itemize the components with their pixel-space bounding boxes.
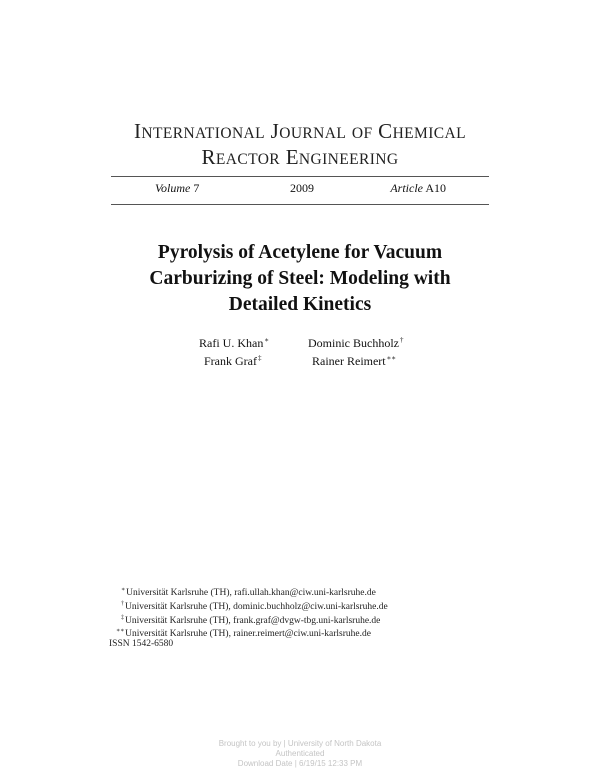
journal-word: ENGINEERING <box>285 145 399 169</box>
affiliation-footnote: ‡Universität Karlsruhe (TH), frank.graf@dvgw-tbg.uni-karlsruhe.de <box>121 615 381 626</box>
journal-word: CHEMICAL <box>378 119 466 143</box>
download-watermark-line: Authenticated <box>275 749 325 758</box>
download-watermark-line: Download Date | 6/19/15 12:33 PM <box>237 759 363 768</box>
journal-word: JOURNAL <box>270 119 347 143</box>
paper-title <box>100 240 500 318</box>
affiliation-footnote: ∗∗Universität Karlsruhe (TH), rainer.reimert@ciw.uni-karlsruhe.de <box>116 628 371 639</box>
header-rule-top <box>111 176 489 177</box>
journal-title-line-1 <box>100 118 500 147</box>
author-reimert: Rainer Reimert∗∗ <box>312 354 397 368</box>
volume-info: Volume 7 <box>155 181 200 195</box>
author-khan: Rafi U. Khan∗ <box>199 336 270 350</box>
affiliation-footnote: †Universität Karlsruhe (TH), dominic.buchholz@ciw.uni-karlsruhe.de <box>121 601 388 612</box>
issn-number: ISSN 1542-6580 <box>109 639 174 649</box>
journal-title-line-2 <box>100 144 500 173</box>
download-watermark-line: Brought to you by | University of North Dakota <box>218 739 382 748</box>
journal-word: OF <box>351 125 373 142</box>
author-graf: Frank Graf‡ <box>204 354 262 368</box>
header-rule-bottom <box>111 204 489 205</box>
journal-word: REACTOR <box>201 145 281 169</box>
journal-word: INTERNATIONAL <box>133 119 266 143</box>
title-line: Carburizing of Steel: Modeling with <box>149 268 451 289</box>
affiliation-footnote: ∗Universität Karlsruhe (TH), rafi.ullah.khan@ciw.uni-karlsruhe.de <box>121 587 376 598</box>
publication-year: 2009 <box>290 181 314 195</box>
title-line: Detailed Kinetics <box>228 294 372 315</box>
title-line: Pyrolysis of Acetylene for Vacuum <box>157 242 443 263</box>
article-info: Article A10 <box>390 181 446 195</box>
author-buchholz: Dominic Buchholz† <box>308 336 404 350</box>
